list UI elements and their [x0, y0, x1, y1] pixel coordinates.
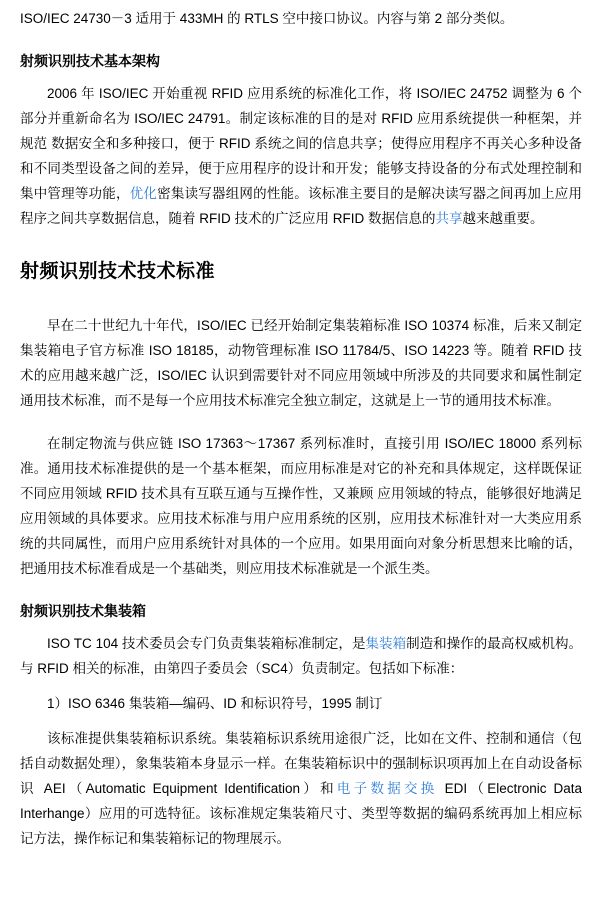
- architecture-text-1: 2006 年 ISO/IEC 开始重视 RFID 应用系统的标准化工作，将 ISO/IEC 24752 调整为 6 个部分并重新命名为 ISO/IEC 24791。制定该标准的目的是对 RFID 应用系统提供一种框架，并规范 数据安全和多种接口，便于 RFID 系统之间的信息共享；使得应用程序不再关心多种设备和不同类型设备之间的差异，便于应用程序的设计和开发；能够支持设备的分布式处理控制和集中管理等功能，: [20, 86, 582, 201]
- architecture-paragraph: [20, 81, 582, 231]
- architecture-text-3: 越来越重要。: [462, 211, 544, 226]
- section-heading-architecture: 射频识别技术基本架构: [20, 53, 160, 69]
- page-title-standards: 射频识别技术技术标准: [20, 261, 216, 282]
- container-text-1: ISO TC 104 技术委员会专门负责集装箱标准制定，是: [47, 636, 366, 651]
- link-container[interactable]: 集装箱: [365, 636, 407, 651]
- standards-paragraph-1: 早在二十世纪九十年代，ISO/IEC 已经开始制定集装箱标准 ISO 10374 标准，后来又制定集装箱电子官方标准 ISO 18185，动物管理标准 ISO 11784/5、ISO 14223 等。随着 RFID 技术的应用越来越广泛，ISO/IEC 认识到需要针对不同应用领域中所涉及的共同要求和属性制定通用技术标准，而不是每一个应用技术标准完全独立制定，这就是上一节的通用技术标准。: [20, 318, 582, 408]
- link-share[interactable]: 共享: [435, 211, 463, 226]
- container-detail-text-1: 该标准提供集装箱标识系统。集装箱标识系统用途很广泛，比如在文件、控制和通信（包括自动数据处理），象集装箱本身显示一样。在集装箱标识中的强制标识项再加上在自动设备标识 AEI（Automatic Equipment Identification）和: [20, 731, 582, 796]
- container-detail-text-2: EDI（Electronic Data Interhange）应用的可选特征。该标准规定集装箱尺寸、类型等数据的编码系统再加上相应标记方法，操作标记和集装箱标记的物理展示。: [20, 781, 583, 846]
- container-paragraph: [20, 631, 582, 681]
- architecture-text-2: 密集读写器组网的性能。该标准主要目的是解决读写器之间再加上应用程序之间共享数据信息，随着 RFID 技术的广泛应用 RFID 数据信息的: [20, 186, 583, 226]
- standards-paragraph-2: 在制定物流与供应链 ISO 17363～17367 系列标准时，直接引用 ISO/IEC 18000 系列标准。通用技术标准提供的是一个基本框架，而应用标准是对它的补充和具体规定，这样既保证 不同应用领域 RFID 技术具有互联互通与互操作性，又兼顾 应用领域的特点，能够很好地满足应用领域的具体要求。应用技术标准与用户应用系统的区别，应用技术标准针对一大类应用系统的共同属性，而用户应用系统针对具体的一个应用。如果用面向对象分析思想来比喻的话，把通用技术标准看成是一个基础类，则应用技术标准就是一个派生类。: [20, 436, 582, 576]
- container-detail-paragraph: [20, 726, 582, 851]
- link-edi[interactable]: 电子数据交换: [336, 781, 438, 796]
- list-item-iso6346: 1）ISO 6346 集装箱—编码、ID 和标识符号，1995 制订: [47, 696, 383, 711]
- container-text-2: 制造和操作的最高权威机构。与 RFID 相关的标准，由第四子委员会（SC4）负责制定。包括如下标准：: [20, 636, 583, 676]
- link-optimize[interactable]: 优化: [129, 186, 158, 201]
- intro-paragraph: ISO/IEC 24730－3 适用于 433MH 的 RTLS 空中接口协议。内容与第 2 部分类似。: [20, 11, 514, 26]
- section-heading-container: 射频识别技术集装箱: [20, 603, 146, 619]
